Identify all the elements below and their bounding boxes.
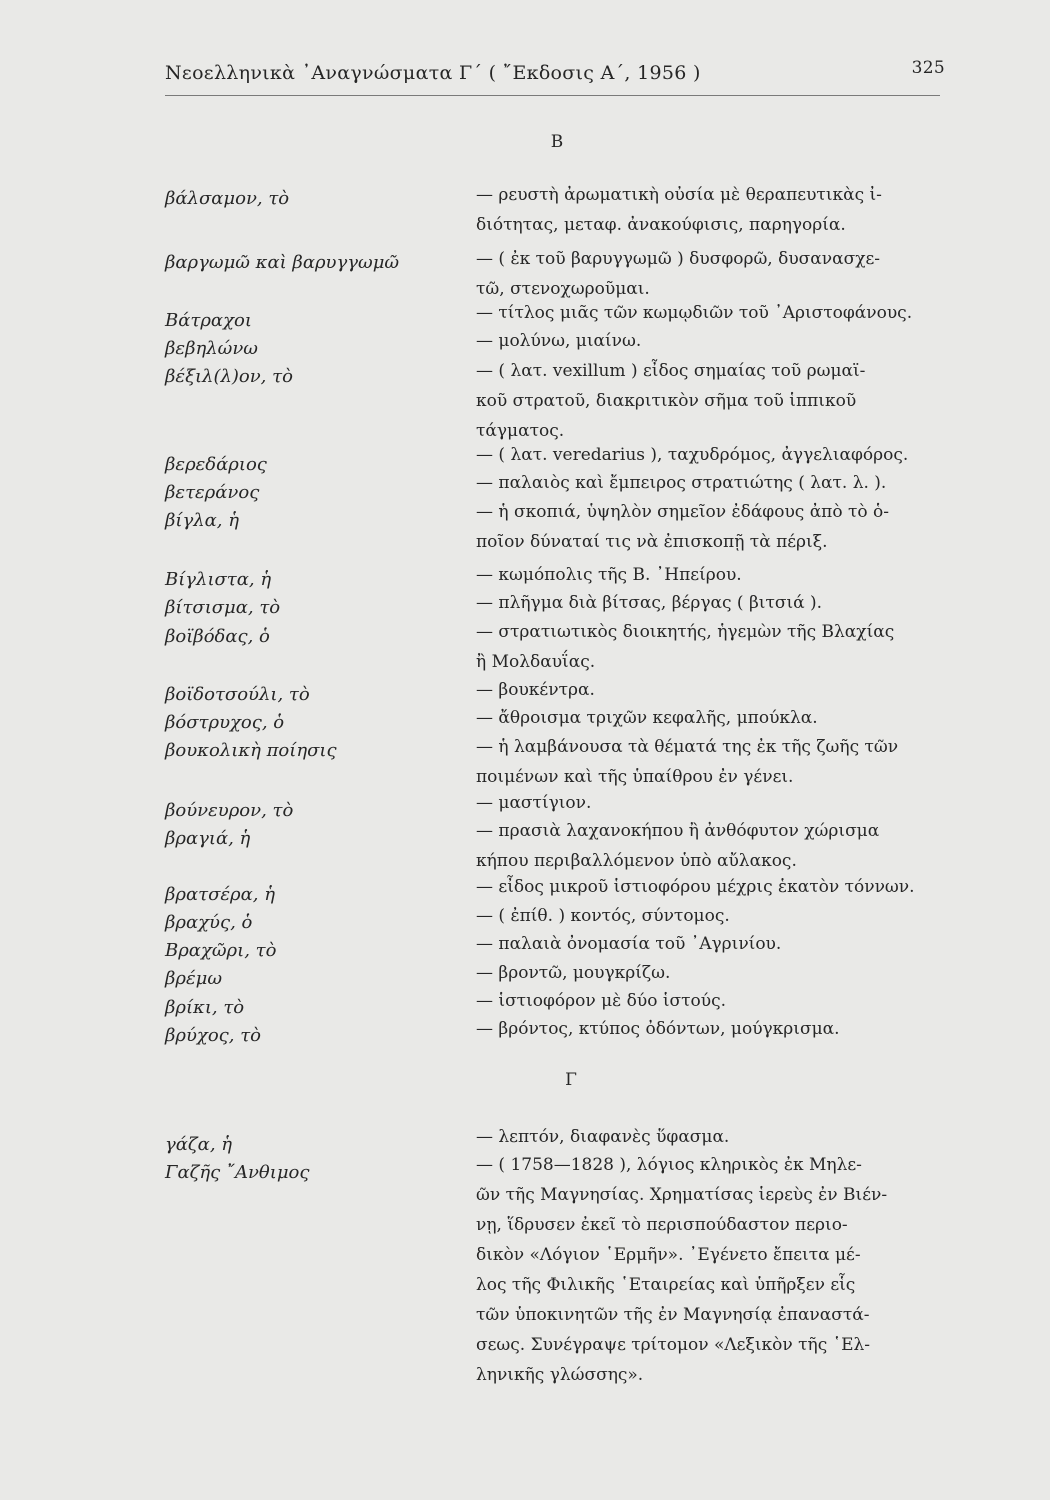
entry-definition: — κωμόπολις τῆς Β. ᾿Ηπείρου. [476,565,742,585]
entry-definition: — ( λατ. vexillum ) εἶδος σημαίας τοῦ ρωμαϊ- κοῦ στρατοῦ, διακριτικὸν σῆμα τοῦ ἱππικοῦ τάγματος. [476,361,866,441]
entry-definition: — ( λατ. veredarius ), ταχυδρόμος, ἀγγελιαφόρος. [476,445,909,465]
entry-term: βίτσισμα, τὸ [165,597,281,618]
entry-definition: — παλαιὰ ὀνομασία τοῦ ᾿Αγρινίου. [476,934,782,954]
entry-definition: — ἡ λαμβάνουσα τὰ θέματά της ἐκ τῆς ζωῆς τῶν ποιμένων καὶ τῆς ὑπαίθρου ἐν γένει. [476,737,899,787]
entry-definition: — στρατιωτικὸς διοικητής, ἡγεμὼν τῆς Βλαχίας ἢ Μολδαυΐας. [476,622,895,672]
entry-definition: — ( ἐκ τοῦ βαρυγγωμῶ ) δυσφορῶ, δυσανασχε- τῶ, στενοχωροῦμαι. [476,249,881,299]
entry-term: βρατσέρα, ἡ [165,884,276,905]
entry-definition: — μολύνω, μιαίνω. [476,331,642,351]
entry-definition: — τίτλος μιᾶς τῶν κωμῳδιῶν τοῦ ᾿Αριστοφάνους. [476,303,913,323]
entry-definition: — λεπτόν, διαφανὲς ὕφασμα. [476,1127,730,1147]
page-number: 325 [911,58,945,78]
page-header [165,58,945,84]
running-title: Νεοελληνικὰ ᾿Αναγνώσματα Γ΄ ( ῎Εκδοσις Α΄, 1956 ) [165,62,701,84]
entry-term: βερεδάριος [165,454,267,475]
entry-term: βραγιά, ἡ [165,828,251,849]
section-letter-g: Γ [565,1070,577,1090]
entry-term: βοϊβόδας, ὁ [165,626,270,647]
entry-definition: — ἡ σκοπιά, ὑψηλὸν σημεῖον ἐδάφους ἀπὸ τὸ ὁ- ποῖον δύναταί τις νὰ ἐπισκοπῇ τὰ πέριξ. [476,502,890,552]
entry-definition: — πρασιὰ λαχανοκήπου ἢ ἀνθόφυτον χώρισμα κήπου περιβαλλόμενον ὑπὸ αὔλακος. [476,821,880,871]
entry-term: βετεράνος [165,482,260,503]
entry-term: βρίκι, τὸ [165,997,245,1018]
entry-term: βρύχος, τὸ [165,1025,261,1046]
entry-term: βουκολικὴ ποίησις [165,740,337,761]
entry-definition: — πλῆγμα διὰ βίτσας, βέργας ( βιτσιά ). [476,593,823,613]
entry-term: βεβηλώνω [165,338,258,359]
header-rule [165,95,940,96]
entry-definition: — ( ἐπίθ. ) κοντός, σύντομος. [476,906,730,926]
entry-term: βοϊδοτσούλι, τὸ [165,684,310,705]
entry-term: Βάτραχοι [165,310,252,331]
entry-definition: — ἱστιοφόρον μὲ δύο ἱστούς. [476,991,727,1011]
entry-term: βόστρυχος, ὁ [165,712,285,733]
entry-term: Βραχῶρι, τὸ [165,940,277,961]
entry-definition: — βροντῶ, μουγκρίζω. [476,963,671,983]
entry-definition: — βρόντος, κτύπος ὀδόντων, μούγκρισμα. [476,1019,840,1039]
entry-term: Βίγλιστα, ἡ [165,569,272,590]
entry-definition: — ρευστὴ ἀρωματικὴ οὐσία μὲ θεραπευτικὰς ἰ- διότητας, μεταφ. ἀνακούφισις, παρηγορία. [476,185,882,235]
entry-term: Γαζῆς ῎Ανθιμος [165,1162,310,1183]
entry-definition: — εἶδος μικροῦ ἱστιοφόρου μέχρις ἑκατὸν τόννων. [476,877,915,897]
entry-term: βραχύς, ὁ [165,912,253,933]
entry-term: βούνευρον, τὸ [165,800,294,821]
entry-term: βέξιλ(λ)ον, τὸ [165,366,293,387]
entry-definition: — παλαιὸς καὶ ἔμπειρος στρατιώτης ( λατ. λ. ). [476,473,887,493]
entry-definition: — βουκέντρα. [476,680,595,700]
entry-definition: — μαστίγιον. [476,793,592,813]
entry-term: βάλσαμον, τὸ [165,188,290,209]
entry-term: βρέμω [165,968,223,989]
entry-definition: — ἄθροισμα τριχῶν κεφαλῆς, μπούκλα. [476,708,818,728]
section-letter-b: Β [550,132,564,152]
entry-definition: — ( 1758—1828 ), λόγιος κληρικὸς ἐκ Μηλε- ῶν τῆς Μαγνησίας. Χρηματίσας ἱερεὺς ἐν Βιέν- νῃ, ἵδρυσεν ἐκεῖ τὸ περισπούδαστον περιο- δικὸν «Λόγιον ῾Ερμῆν». ᾿Εγένετο ἔπειτα μέ- λος τῆς Φιλικῆς ῾Εταιρείας καὶ ὑπῆρξεν εἷς τῶν ὑποκινητῶν τῆς ἐν Μαγνησίᾳ ἐπαναστά- σεως. Συνέγραψε τρίτομον «Λεξικὸν τῆς ῾Ελ- ληνικῆς γλώσσης». [476,1155,888,1385]
entry-term: βίγλα, ἡ [165,510,240,531]
entry-term: γάζα, ἡ [165,1134,233,1155]
entry-term: βαργωμῶ καὶ βαρυγγωμῶ [165,252,400,273]
